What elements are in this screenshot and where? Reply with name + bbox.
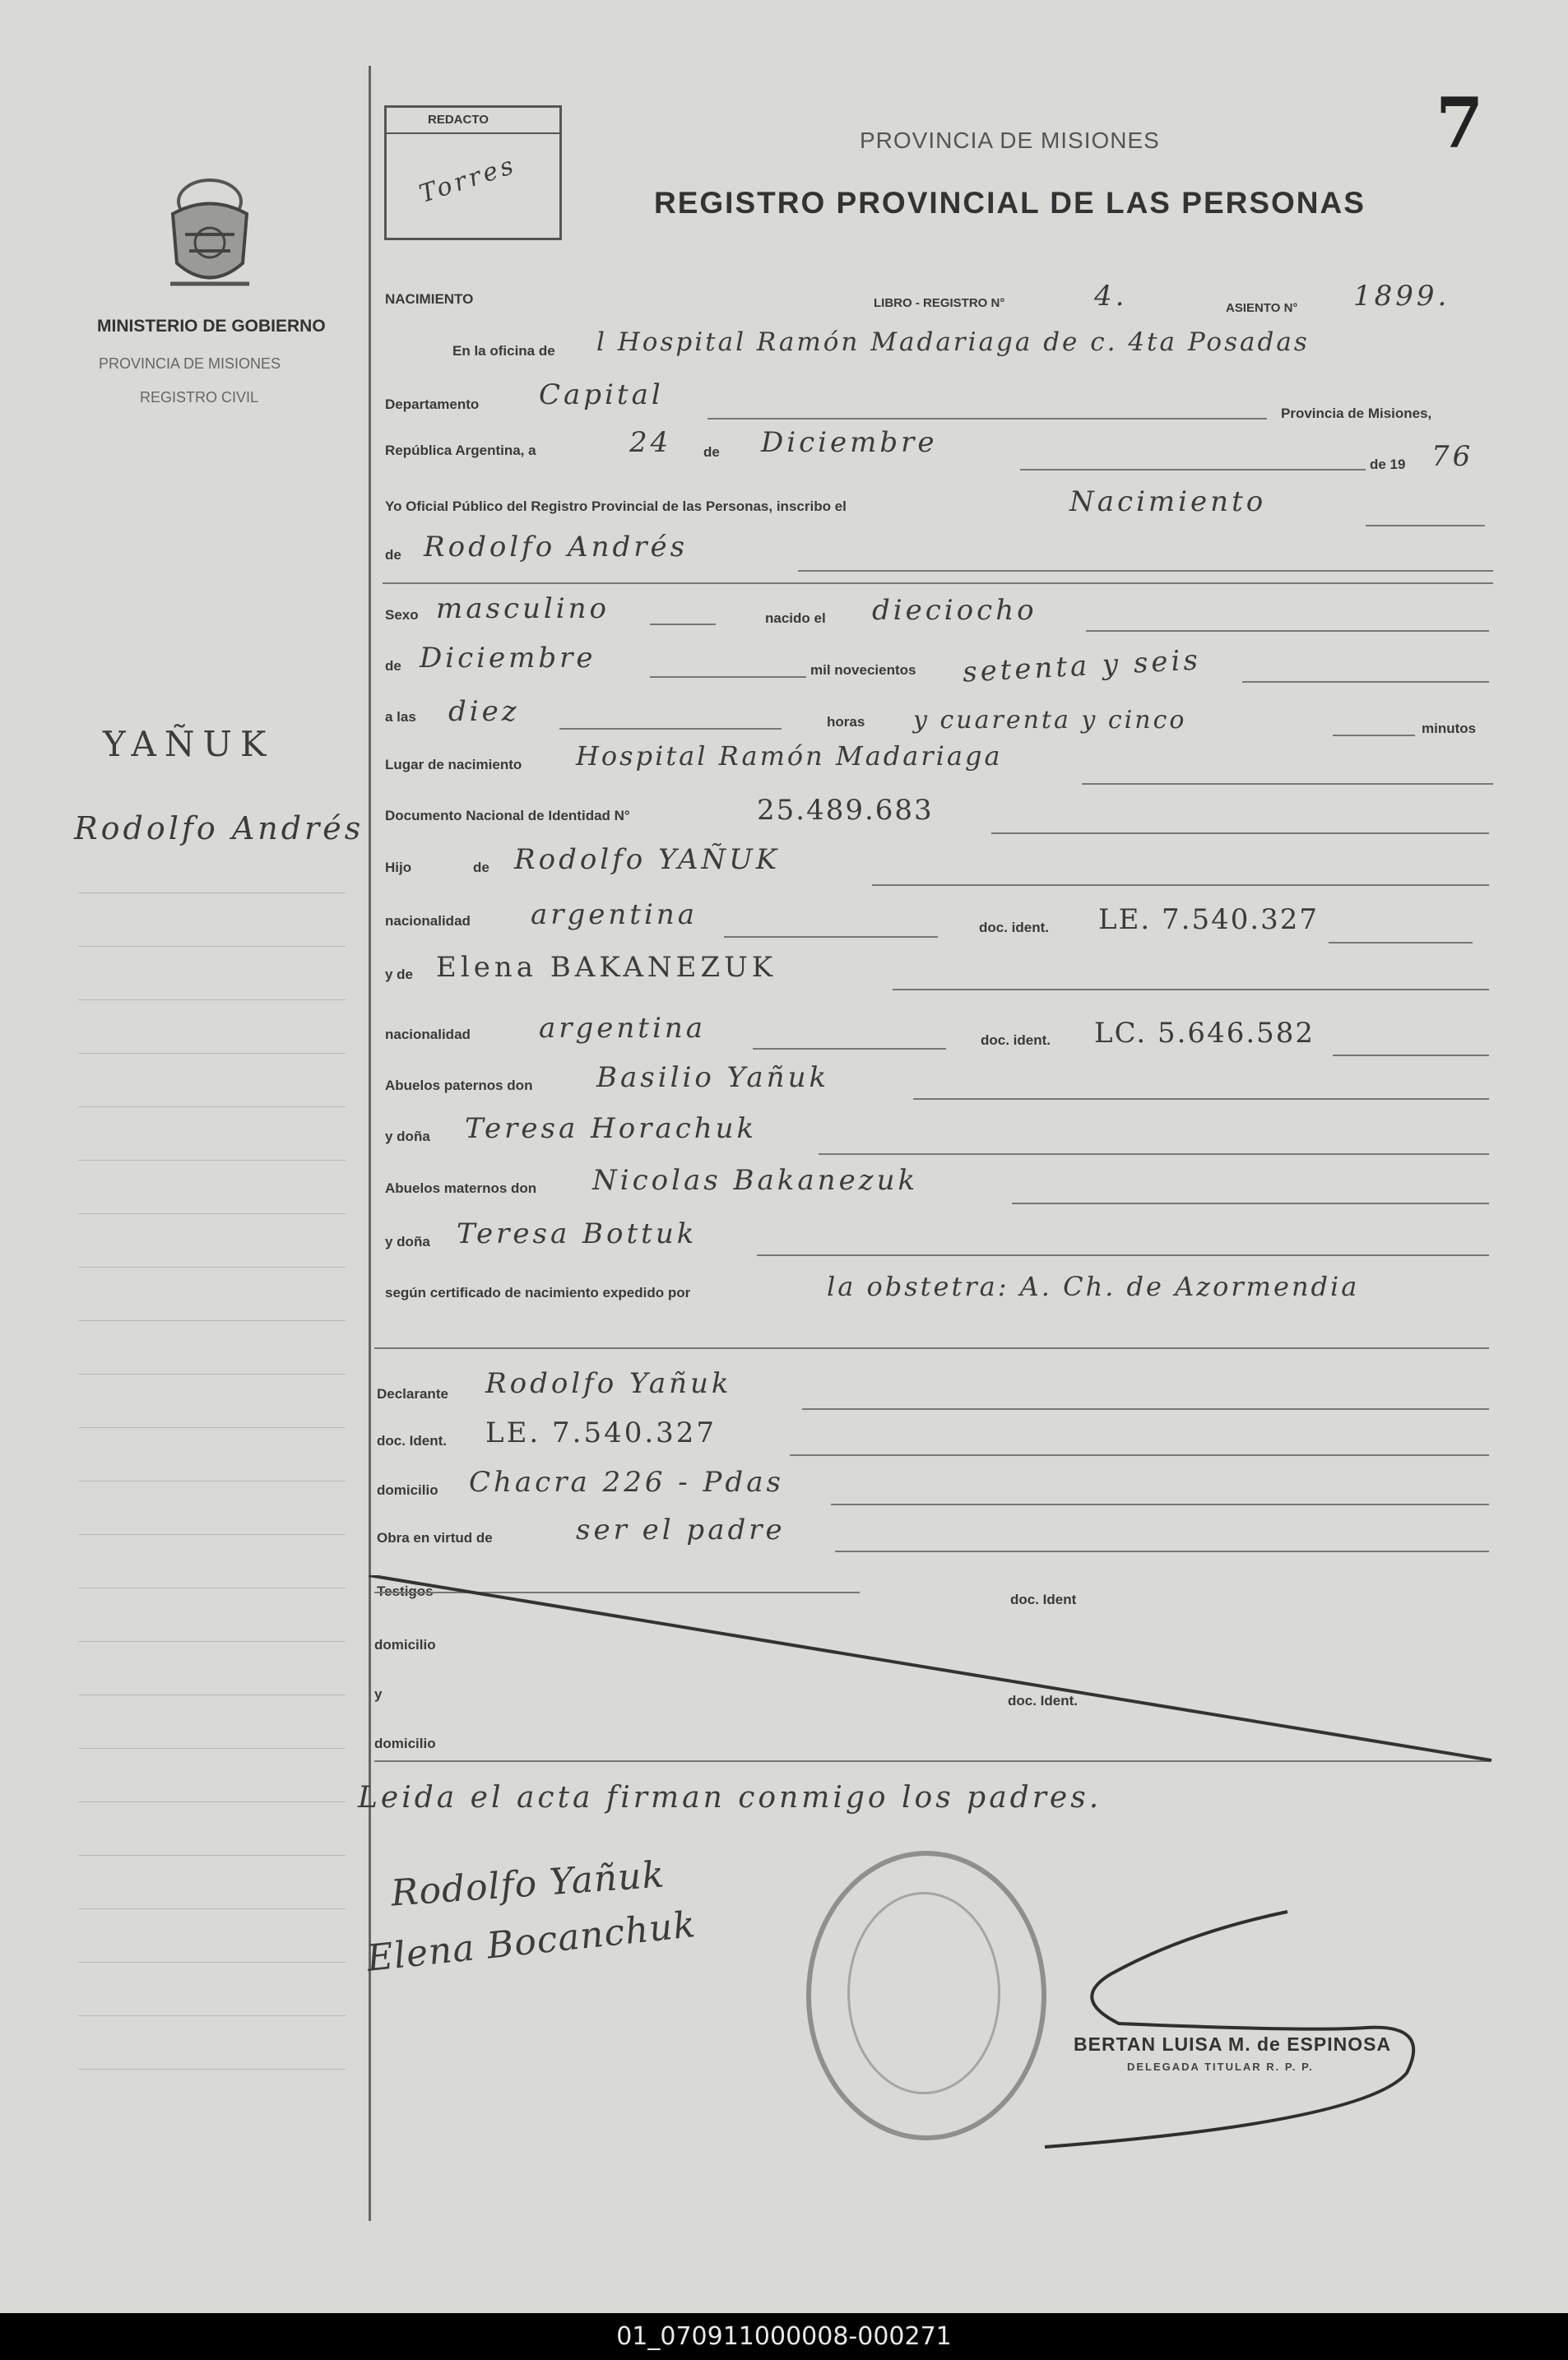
margin-surname: YAÑUK: [103, 724, 275, 764]
cert-label: según certificado de nacimiento expedido por: [385, 1285, 691, 1301]
nac1-rule: [724, 936, 938, 938]
margin-rule: [78, 999, 346, 1000]
footer-id: 01_070911000008-000271: [0, 2313, 1568, 2360]
signature-father: Rodolfo Yañuk: [389, 1853, 666, 1915]
minutos-label: minutos: [1422, 721, 1477, 736]
officer-title: DELEGADA TITULAR R. P. P.: [1127, 2061, 1314, 2073]
nac2-value: argentina: [539, 1012, 707, 1045]
inscribo-value: Nacimiento: [1069, 485, 1267, 518]
declarante-dom-value: Chacra 226 - Pdas: [469, 1466, 784, 1499]
padre-value: Rodolfo YAÑUK: [514, 843, 781, 876]
testigos-dom2-label: domicilio: [374, 1736, 436, 1751]
doc1-value: LE. 7.540.327: [1098, 903, 1320, 936]
cert-rule: [374, 1347, 1489, 1349]
nac2-label: nacionalidad: [385, 1027, 471, 1042]
left-border-line: [369, 66, 371, 2221]
record-type-label: NACIMIENTO: [385, 291, 474, 307]
name-rule: [798, 570, 1493, 572]
dni-value: 25.489.683: [757, 794, 934, 827]
ministry-line-2: PROVINCIA DE MISIONES: [99, 355, 281, 372]
year-value: 76: [1431, 440, 1474, 473]
testigos-dom1-label: domicilio: [374, 1637, 436, 1653]
doc1-rule: [1329, 942, 1473, 944]
margin-rule: [78, 2069, 346, 2070]
de-label: de: [703, 444, 720, 460]
ministry-line-1: MINISTERIO DE GOBIERNO: [97, 317, 326, 336]
page-number: 7: [1436, 82, 1484, 164]
nacido-label: nacido el: [765, 610, 826, 626]
abp-dona-rule: [819, 1153, 1489, 1155]
margin-rule: [78, 1160, 346, 1161]
testigos-doc2-label: doc. Ident.: [1008, 1693, 1078, 1709]
departamento-rule: [707, 418, 1267, 420]
sexo-label: Sexo: [385, 607, 419, 623]
margin-rule: [78, 1374, 346, 1375]
yde-label: y de: [385, 967, 414, 982]
republica-label: República Argentina, a: [385, 443, 536, 458]
doc2-value: LC. 5.646.582: [1094, 1017, 1315, 1050]
testigos-strike-line: [369, 1575, 1496, 1764]
hijo-label: [385, 860, 411, 876]
dni-label: Documento Nacional de Identidad N°: [385, 808, 630, 823]
margin-rule: [78, 1641, 346, 1642]
name-value: Rodolfo Andrés: [424, 531, 689, 563]
margin-rule: [78, 1427, 346, 1428]
oficina-label: En la oficina de: [452, 343, 555, 359]
margin-rule: [78, 946, 346, 947]
seal-inner-ring: [847, 1892, 1000, 2094]
libro-value: 4.: [1094, 280, 1128, 313]
lugar-value: Hospital Ramón Madariaga: [576, 740, 1003, 772]
mes-value: Diciembre: [420, 642, 596, 675]
margin-rule: [78, 1267, 346, 1268]
abp-dona-label: y doña: [385, 1129, 430, 1144]
year-label: de 19: [1370, 457, 1406, 472]
nacido-value: dieciocho: [872, 594, 1037, 627]
madre-rule: [893, 989, 1489, 990]
declarante-dom-label: domicilio: [377, 1482, 438, 1498]
registry-title: REGISTRO PROVINCIAL DE LAS PERSONAS: [654, 186, 1366, 220]
declarante-dom-rule: [831, 1504, 1489, 1505]
mil-label: mil novecientos: [810, 662, 916, 678]
abp-value: Basilio Yañuk: [596, 1061, 830, 1094]
hijo-label-text: Hij: [385, 860, 403, 875]
name-rule-2: [383, 582, 1493, 584]
officer-signature: [1004, 1908, 1448, 2155]
libro-label: LIBRO - REGISTRO N°: [874, 296, 1005, 310]
oficial-label: Yo Oficial Público del Registro Provincial de las Personas, inscribo el: [385, 498, 847, 514]
hora-value: diez: [448, 695, 520, 728]
margin-rule: [78, 2015, 346, 2016]
alas-label: a las: [385, 709, 416, 725]
margin-rule: [78, 1053, 346, 1054]
margin-rule: [78, 1320, 346, 1321]
province-header: PROVINCIA DE MISIONES: [860, 128, 1160, 153]
lugar-rule: [1082, 783, 1493, 785]
margin-rule: [78, 1213, 346, 1214]
margin-rule: [78, 1855, 346, 1856]
margin-rule: [78, 1962, 346, 1963]
margin-rule: [78, 1748, 346, 1749]
obra-value: ser el padre: [576, 1514, 786, 1546]
nac1-value: argentina: [531, 898, 698, 931]
declarante-doc-value: LE. 7.540.327: [485, 1416, 717, 1449]
nac2-rule: [753, 1048, 946, 1050]
officer-name: BERTAN LUISA M. de ESPINOSA: [1074, 2033, 1392, 2055]
abm-rule: [1012, 1203, 1489, 1204]
cert-value: la obstetra: A. Ch. de Azormendia: [827, 1271, 1360, 1302]
padre-rule: [872, 884, 1489, 886]
abm-value: Nicolas Bakanezuk: [592, 1164, 919, 1197]
provincia-label: Provincia de Misiones,: [1281, 406, 1432, 421]
doc2-label: doc. ident.: [981, 1032, 1051, 1048]
hijo-de-label: de: [473, 860, 489, 875]
abp-rule: [913, 1098, 1489, 1100]
declarante-label: Declarante: [377, 1386, 448, 1402]
oficina-value: l Hospital Ramón Madariaga de c. 4ta Posadas: [596, 327, 1310, 357]
margin-rule: [78, 1908, 346, 1909]
dni-rule: [991, 832, 1489, 834]
margin-names: Rodolfo Andrés: [74, 810, 364, 846]
hora-rule: [559, 728, 782, 730]
horas-label: horas: [827, 714, 865, 730]
abp-dona-value: Teresa Horachuk: [465, 1112, 758, 1145]
abm-dona-value: Teresa Bottuk: [457, 1217, 698, 1250]
declarante-value: Rodolfo Yañuk: [485, 1367, 732, 1400]
minutos-value: y cuarenta y cinco: [913, 706, 1187, 735]
asiento-value: 1899.: [1353, 280, 1450, 313]
hijo-suffix: o: [402, 860, 412, 875]
mes-rule: [650, 676, 806, 678]
margin-rule: [78, 1534, 346, 1535]
inscribo-rule: [1366, 525, 1485, 526]
abm-dona-rule: [757, 1254, 1489, 1256]
closing-note: Leida el acta firman conmigo los padres.: [358, 1781, 1102, 1815]
abm-dona-label: y doña: [385, 1234, 430, 1250]
ministry-line-3: REGISTRO CIVIL: [140, 389, 259, 406]
abm-label: Abuelos maternos don: [385, 1180, 537, 1196]
testigos-y-label: y: [374, 1686, 383, 1702]
minutos-rule: [1333, 735, 1415, 736]
abp-label: Abuelos paternos don: [385, 1078, 533, 1093]
month-rule: [1020, 469, 1366, 471]
redacto-label: REDACTO: [428, 113, 489, 127]
declarante-doc-label: doc. Ident.: [377, 1433, 447, 1449]
obra-label: Obra en virtud de: [377, 1530, 493, 1546]
margin-rule: [78, 1106, 346, 1107]
redacto-box: [384, 105, 562, 240]
doc2-rule: [1333, 1055, 1489, 1056]
testigos-doc-label: doc. Ident: [1010, 1592, 1077, 1607]
nac1-label: nacionalidad: [385, 913, 471, 929]
day-value: 24: [629, 426, 672, 459]
coat-of-arms-icon: [152, 169, 267, 300]
anio-value: setenta y seis: [962, 643, 1202, 689]
sexo-value: masculino: [436, 592, 610, 625]
de-mes-label: de: [385, 658, 401, 674]
de-name-label: de: [385, 547, 401, 563]
signature-mother: Elena Bocanchuk: [364, 1903, 698, 1980]
departamento-value: Capital: [539, 378, 664, 411]
declarante-doc-rule: [790, 1454, 1489, 1456]
month-value: Diciembre: [761, 426, 938, 459]
anio-rule: [1242, 681, 1489, 683]
redacto-underline: [387, 132, 559, 134]
madre-value: Elena BAKANEZUK: [436, 951, 777, 984]
departamento-label: Departamento: [385, 396, 480, 412]
asiento-label: ASIENTO N°: [1226, 301, 1298, 315]
obra-rule: [835, 1551, 1489, 1552]
declarante-rule: [802, 1408, 1489, 1410]
sexo-rule: [650, 624, 716, 625]
doc1-label: doc. ident.: [979, 920, 1049, 935]
nacido-rule: [1086, 630, 1489, 632]
redacto-signature: Torres: [415, 151, 521, 209]
lugar-label: Lugar de nacimiento: [385, 757, 522, 772]
margin-rule: [78, 1801, 346, 1802]
